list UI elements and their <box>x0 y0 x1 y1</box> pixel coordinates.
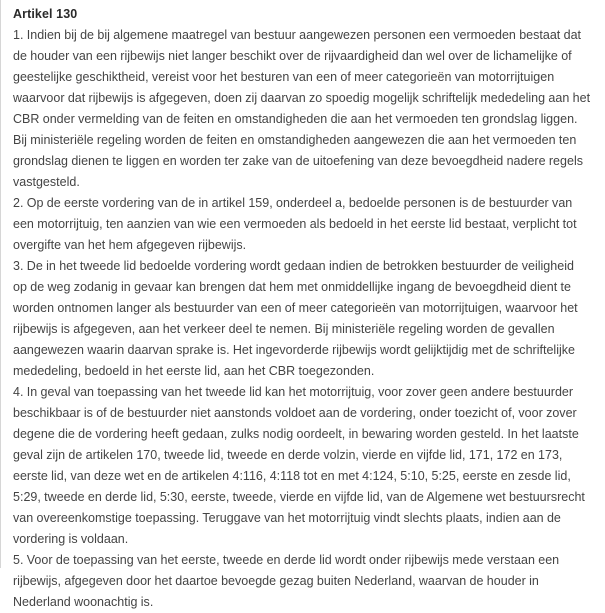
paragraph-5: 5. Voor de toepassing van het eerste, tweede en derde lid wordt onder rijbewijs mede verstaan een rijbewijs, afgegeven door het daartoe bevoegde gezag buiten Nederland, waarvan de houder in Nederland woonachtig is. <box>13 553 560 609</box>
paragraph-2: 2. Op de eerste vordering van de in artikel 159, onderdeel a, bedoelde personen is de bestuurder van een motorrijtuig, ten aanzien van wie een vermoeden als bedoeld in het eerste lid bestaat, verplicht tot overgifte van het hem afgegeven rijbewijs. <box>13 196 577 252</box>
paragraph-3: 3. De in het tweede lid bedoelde vordering wordt gedaan indien de betrokken bestuurder de veiligheid op de weg zodanig in gevaar kan brengen dat hem met onmiddellijke ingang de bevoegdheid dient te worden ontnomen langer als bestuurder van een of meer categorieën van motorrijtuigen, waarvoor het rijbewijs is afgegeven, aan het verkeer deel te nemen. Bij ministeriële regeling worden de gevallen aangewezen waarin daarvan sprake is. Het ingevorderde rijbewijs wordt gelijktijdig met de schriftelijke mededeling, bedoeld in het eerste lid, aan het CBR toegezonden. <box>13 259 578 378</box>
paragraph-list <box>13 25 591 613</box>
paragraph-4: 4. In geval van toepassing van het tweede lid kan het motorrijtuig, voor zover geen andere bestuurder beschikbaar is of de bestuurder niet aanstonds voldoet aan de vordering, onder toezicht of, voor zover degene die de vordering heeft gedaan, zulks nodig oordeelt, in bewaring worden gesteld. In het laatste geval zijn de artikelen 170, tweede lid, tweede en derde volzin, vierde en vijfde lid, 171, 172 en 173, eerste lid, van deze wet en de artikelen 4:116, 4:118 tot en met 4:124, 5:10, 5:25, eerste en zesde lid, 5:29, tweede en derde lid, 5:30, eerste, tweede, vierde en vijfde lid, van de Algemene wet bestuursrecht van overeenkomstige toepassing. Teruggave van het motorrijtuig vindt slechts plaats, indien aan de vordering is voldaan. <box>13 385 585 546</box>
page-title: Artikel 130 <box>13 7 78 21</box>
paragraph-1: 1. Indien bij de bij algemene maatregel van bestuur aangewezen personen een vermoeden bestaat dat de houder van een rijbewijs niet langer beschikt over de rijvaardigheid dan wel over de lichamelijke of geestelijke geschiktheid, vereist voor het besturen van een of meer categorieën van motorrijtuigen waarvoor dat rijbewijs is afgegeven, doen zij daarvan zo spoedig mogelijk schriftelijk mededeling aan het CBR onder vermelding van de feiten en omstandigheden die aan het vermoeden ten grondslag liggen. Bij ministeriële regeling worden de feiten en omstandigheden aangewezen die aan het vermoeden ten grondslag dienen te liggen en worden ter zake van de uitoefening van deze bevoegdheid nadere regels vastgesteld. <box>13 28 591 189</box>
